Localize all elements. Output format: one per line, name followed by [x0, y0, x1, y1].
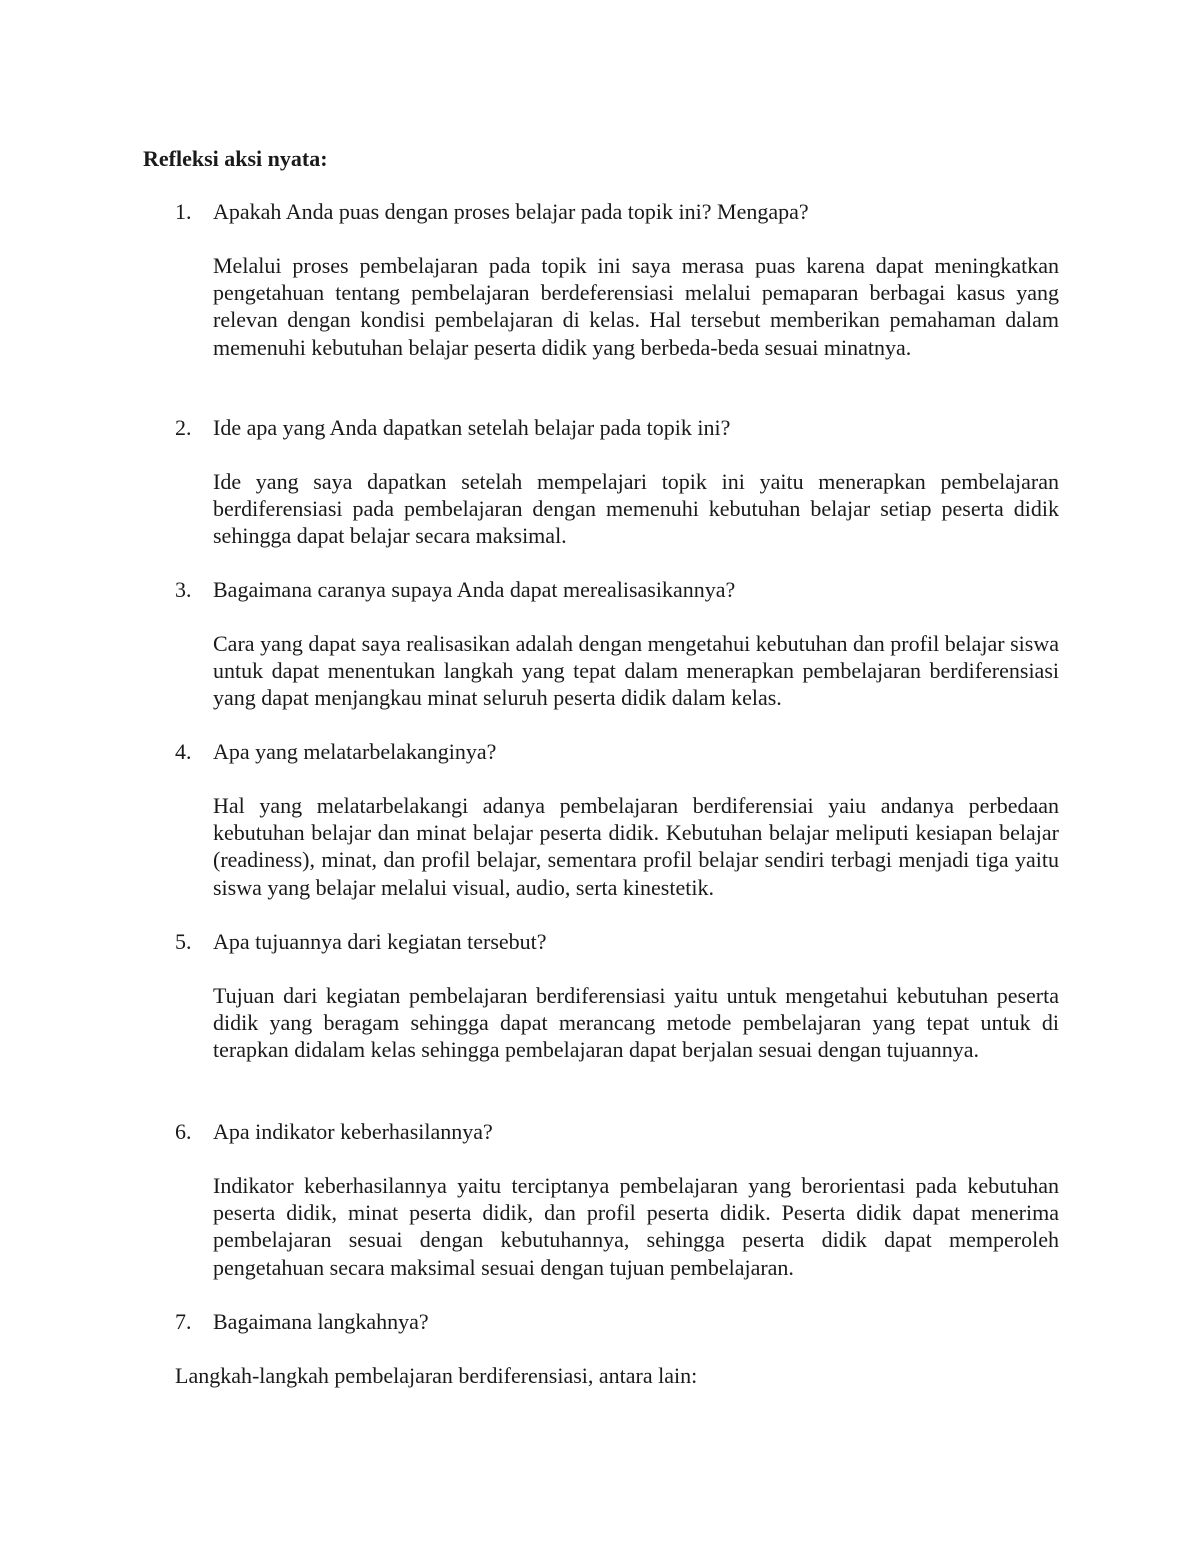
question-number-6: 6. [175, 1119, 192, 1144]
question-number-3: 3. [175, 577, 192, 602]
answer-3: Cara yang dapat saya realisasikan adalah dengan mengetahui kebutuhan dan profil belajar siswa untuk dapat menentukan langkah yang tepat dalam menerapkan pembelajaran berdiferensiasi yang dapat menjangkau minat seluruh peserta didik dalam kelas. [213, 631, 1059, 711]
question-4: Apa yang melatarbelakanginya? [213, 739, 497, 764]
document-heading: Refleksi aksi nyata: [143, 146, 328, 171]
question-5: Apa tujuannya dari kegiatan tersebut? [213, 929, 547, 954]
question-number-1: 1. [175, 199, 192, 224]
answer-4: Hal yang melatarbelakangi adanya pembelajaran berdiferensiai yaiu andanya perbedaan kebutuhan belajar dan minat belajar peserta didik. Kebutuhan belajar meliputi kesiapan belajar (readiness), minat, dan profil belajar, sementara profil belajar sendiri terbagi menjadi tiga yaitu siswa yang belajar melalui visual, audio, serta kinestetik. [213, 793, 1059, 900]
question-number-2: 2. [175, 415, 192, 440]
answer-5: Tujuan dari kegiatan pembelajaran berdiferensiasi yaitu untuk mengetahui kebutuhan peserta didik yang beragam sehingga dapat merancang metode pembelajaran yang tepat untuk di terapkan didalam kelas sehingga pembelajaran dapat berjalan sesuai dengan tujuannya. [213, 983, 1059, 1063]
answer-6: Indikator keberhasilannya yaitu terciptanya pembelajaran yang berorientasi pada kebutuhan peserta didik, minat peserta didik, dan profil peserta didik. Peserta didik dapat menerima pembelajaran sesuai dengan kebutuhannya, sehingga peserta didik dapat memperoleh pengetahuan secara maksimal sesuai dengan tujuan pembelajaran. [213, 1173, 1059, 1280]
answer-1: Melalui proses pembelajaran pada topik ini saya merasa puas karena dapat meningkatkan pengetahuan tentang pembelajaran berdeferensiasi melalui pemaparan berbagai kasus yang relevan dengan kondisi pembelajaran di kelas. Hal tersebut memberikan pemahaman dalam memenuhi kebutuhan belajar peserta didik yang berbeda-beda sesuai minatnya. [213, 253, 1059, 360]
closing-text: Langkah-langkah pembelajaran berdiferensiasi, antara lain: [175, 1363, 698, 1388]
question-7: Bagaimana langkahnya? [213, 1309, 429, 1334]
question-number-7: 7. [175, 1309, 192, 1334]
question-1: Apakah Anda puas dengan proses belajar pada topik ini? Mengapa? [213, 199, 809, 224]
question-2: Ide apa yang Anda dapatkan setelah belajar pada topik ini? [213, 415, 731, 440]
question-number-4: 4. [175, 739, 192, 764]
question-6: Apa indikator keberhasilannya? [213, 1119, 493, 1144]
answer-2: Ide yang saya dapatkan setelah mempelajari topik ini yaitu menerapkan pembelajaran berdiferensiasi pada pembelajaran dengan memenuhi kebutuhan belajar setiap peserta didik sehingga dapat belajar secara maksimal. [213, 469, 1059, 549]
question-number-5: 5. [175, 929, 192, 954]
question-3: Bagaimana caranya supaya Anda dapat merealisasikannya? [213, 577, 736, 602]
